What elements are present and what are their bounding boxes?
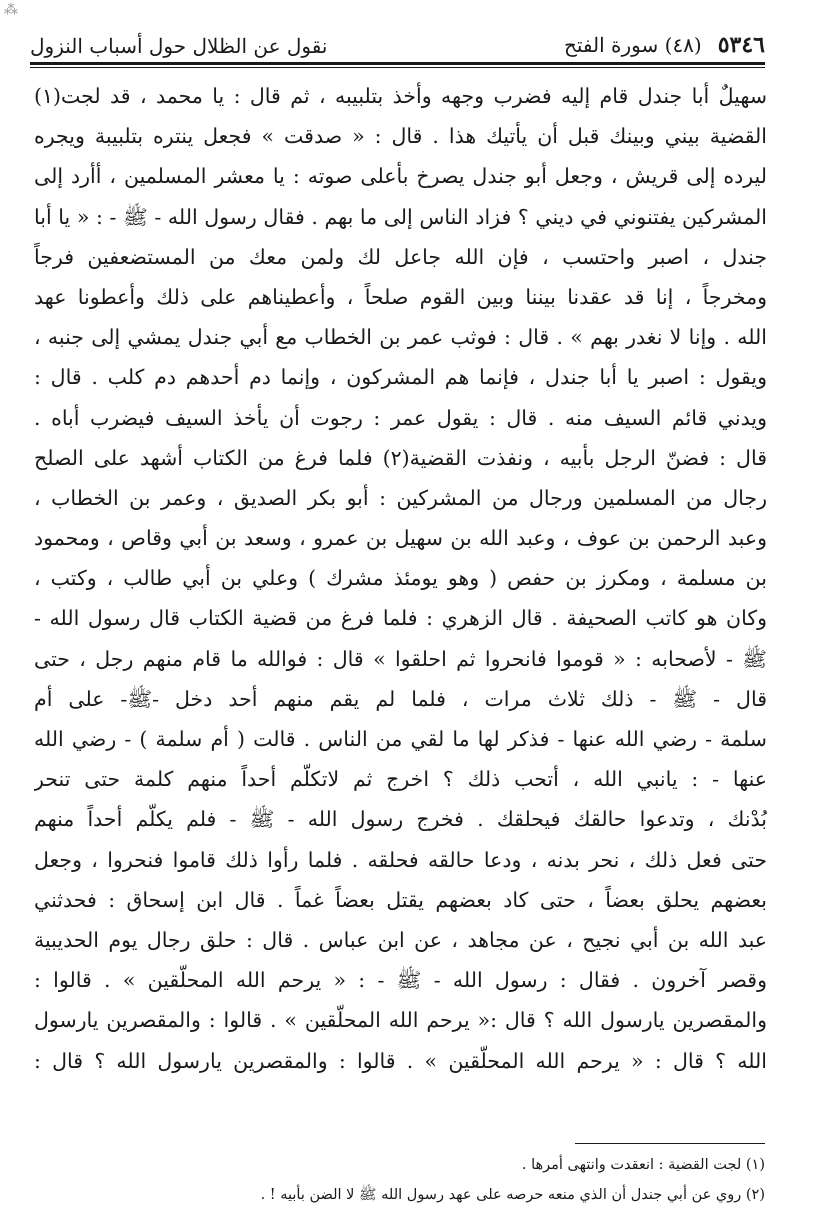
- surah-label: (٤٨) سورة الفتح: [563, 33, 702, 57]
- header-rule: [30, 62, 765, 65]
- text-line: بعضهم يحلق بعضاً ، حتى كاد بعضهم يقتل بعضاً غماً . قال ابن إسحاق : فحدثني: [34, 887, 767, 912]
- footnotes: [60, 1150, 765, 1210]
- header-right-group: [564, 32, 765, 58]
- text-line: ويقول : اصبر يا أبا جندل ، فإنما هم المشركون ، وإنما دم أحدهم دم كلب . قال :: [34, 365, 767, 390]
- text-line: المشركين يفتنوني في ديني ؟ فزاد الناس إلى ما بهم . فقال رسول الله - ﷺ - : « يا أبا: [34, 204, 767, 229]
- footnote-rule: [575, 1143, 765, 1144]
- text-line: ويدني قائم السيف منه . قال : يقول عمر : رجوت أن يأخذ السيف فيضرب أباه .: [34, 405, 767, 430]
- text-line: بُدْنك ، وتدعوا حالقك فيحلقك . فخرج رسول الله - ﷺ - فلم يكلّم أحداً منهم: [34, 807, 767, 832]
- text-line: عبد الله بن أبي نجيح ، عن مجاهد ، عن ابن عباس . قال : حلق رجال يوم الحديبية: [34, 927, 767, 952]
- text-line: ومخرجاً ، إنا قد عقدنا بيننا وبين القوم صلحاً ، وأعطيناهم على ذلك وأعطونا عهد: [34, 284, 767, 309]
- text-line: جندل ، اصبر واحتسب ، فإن الله جاعل لك ولمن معك من المستضعفين فرجاً: [34, 244, 767, 269]
- footnote: (٢) روي عن أبي جندل أن الذي منعه حرصه على عهد رسول الله ﷺ لا الضن بأبيه ! .: [260, 1187, 765, 1203]
- body-text: [34, 76, 767, 1081]
- text-line: والمقصرين يارسول الله ؟ قال :« يرحم الله المحلّقين » . قالوا : والمقصرين يارسول: [34, 1008, 767, 1033]
- text-line: الله ؟ قال : « يرحم الله المحلّقين » . قالوا : والمقصرين يارسول الله ؟ قال :: [34, 1048, 767, 1073]
- page-header: [30, 18, 765, 58]
- footnote: (١) لجت القضية : انعقدت وانتهى أمرها .: [521, 1157, 765, 1173]
- text-line: وقصر آخرون . فقال : رسول الله - ﷺ - : « يرحم الله المحلّقين » . قالوا :: [34, 968, 767, 993]
- running-title: نقول عن الظلال حول أسباب النزول: [30, 34, 328, 58]
- text-line: سلمة - رضي الله عنها - فذكر لها ما لقي من الناس . قالت ( أم سلمة ) - رضي الله: [34, 727, 767, 751]
- text-line: عنها - : يانبي الله ، أتحب ذلك ؟ اخرج ثم لاتكلّم أحداً منهم كلمة حتى تنحر: [34, 767, 767, 792]
- text-line: حتى فعل ذلك ، نحر بدنه ، ودعا حالقه فحلقه . فلما رأوا ذلك قاموا فنحروا ، وجعل: [34, 847, 767, 872]
- text-line: قال - ﷺ - ذلك ثلاث مرات ، فلما لم يقم منهم أحد دخل -ﷺ- على أم: [34, 686, 767, 711]
- text-line: ليرده إلى قريش ، وجعل أبو جندل يصرخ بأعلى صوته : يا معشر المسلمين ، أأرد إلى: [34, 164, 767, 189]
- text-line: وكان هو كاتب الصحيفة . قال الزهري : فلما فرغ من قضية الكتاب قال رسول الله -: [34, 606, 767, 631]
- text-line: القضية بيني وبينك قبل أن يأتيك هذا . قال : « صدقت » فجعل ينتره بتلبيبة ويجره: [34, 124, 767, 149]
- page-number: ٥٣٤٦: [717, 32, 765, 58]
- text-line: وعبد الرحمن بن عوف ، وعبد الله بن سهيل بن عمرو ، وسعد بن أبي وقاص ، ومحمود: [34, 526, 767, 551]
- text-line: بن مسلمة ، ومكرز بن حفص ( وهو يومئذ مشرك ) وعلي بن أبي طالب ، وكتب ،: [34, 566, 767, 591]
- text-line: قال : فضنّ الرجل بأبيه ، ونفذت القضية(٢) فلما فرغ من الكتاب أشهد على الصلح: [34, 445, 767, 470]
- text-line: سهيلٌ أبا جندل قام إليه فضرب وجهه وأخذ بتلبيبه ، ثم قال : يا محمد ، قد لجت(١): [34, 84, 767, 108]
- text-line: الله . وإنا لا نغدر بهم » . قال : فوثب عمر بن الخطاب مع أبي جندل يمشي إلى جنبه ،: [34, 325, 767, 350]
- text-line: رجال من المسلمين ورجال من المشركين : أبو بكر الصديق ، وعمر بن الخطاب ،: [34, 485, 767, 510]
- text-line: ﷺ - لأصحابه : « قوموا فانحروا ثم احلقوا » قال : فوالله ما قام منهم رجل ، حتى: [34, 646, 767, 671]
- scan-corner-mark: ⁂: [4, 2, 18, 18]
